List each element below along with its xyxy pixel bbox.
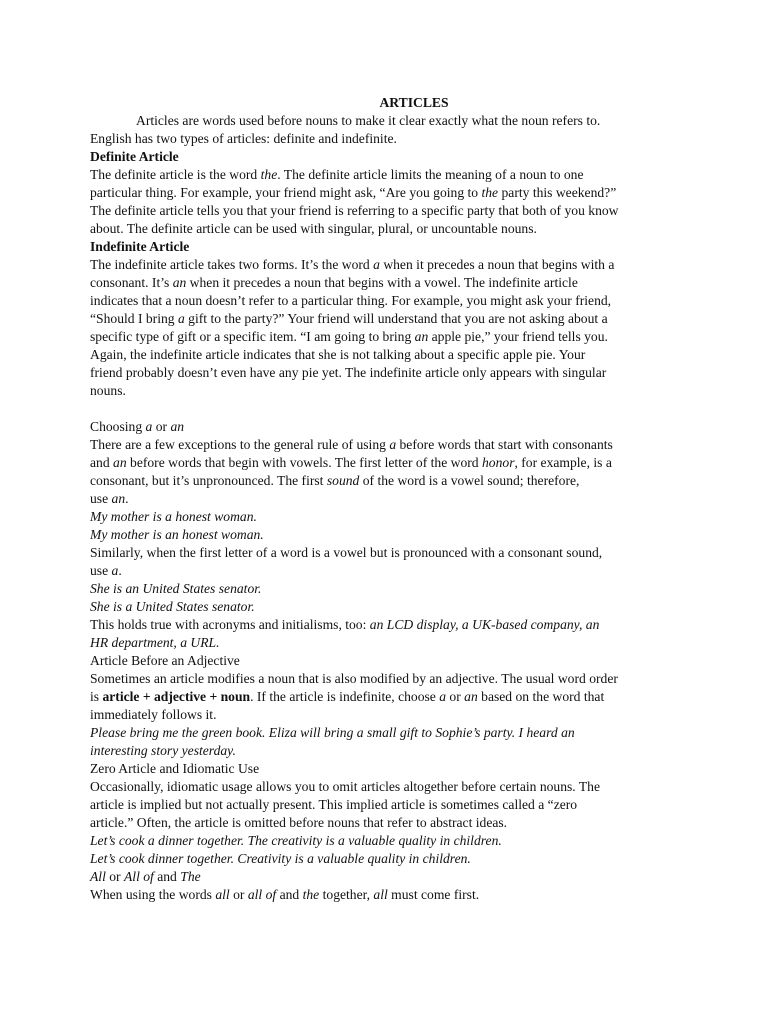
definite-line-1: The definite article is the word the. The definite article limits the meaning of a noun to one (90, 167, 584, 182)
document-title: ARTICLES (379, 95, 449, 110)
definite-line-4: about. The definite article can be used with singular, plural, or uncountable nouns. (90, 221, 537, 236)
choosing-line-5: Similarly, when the first letter of a word is a vowel but is pronounced with a consonant sound, (90, 545, 603, 560)
choosing-example-3: She is an United States senator. (90, 581, 262, 596)
indefinite-line-7: friend probably doesn’t even have any pie yet. The indefinite article only appears with singular (90, 365, 607, 380)
indefinite-line-5: specific type of gift or a specific item. “I am going to bring an apple pie,” your friend tells you. (90, 329, 608, 344)
choosing-example-4: She is a United States senator. (90, 599, 255, 614)
zero-example-2: Let’s cook dinner together. Creativity is a valuable quality in children. (90, 851, 471, 866)
adjective-line-2: is article + adjective + noun. If the article is indefinite, choose a or an based on the word that (90, 689, 605, 704)
adjective-example-1: Please bring me the green book. Eliza will bring a small gift to Sophie’s party. I heard an (90, 725, 575, 740)
choosing-heading: Choosing a or an (90, 419, 185, 434)
blank-line (90, 400, 728, 418)
adjective-line-3: immediately follows it. (90, 707, 217, 722)
definite-line-2: particular thing. For example, your friend might ask, “Are you going to the party this weekend?” (90, 185, 617, 200)
indefinite-line-3: indicates that a noun doesn’t refer to a particular thing. For example, you might ask your friend, (90, 293, 612, 308)
intro-line-2: English has two types of articles: definite and indefinite. (90, 131, 397, 146)
choosing-line-2: and an before words that begin with vowels. The first letter of the word honor, for example, is a (90, 455, 612, 470)
adjective-line-1: Sometimes an article modifies a noun that is also modified by an adjective. The usual word order (90, 671, 618, 686)
all-line-1: When using the words all or all of and the together, all must come first. (90, 887, 480, 902)
adjective-heading: Article Before an Adjective (90, 653, 240, 668)
zero-line-2: article is implied but not actually present. This implied article is sometimes called a “zero (90, 797, 578, 812)
intro-line-1: Articles are words used before nouns to make it clear exactly what the noun refers to. (136, 113, 601, 128)
choosing-line-1: There are a few exceptions to the general rule of using a before words that start with consonants (90, 437, 613, 452)
choosing-line-6: use a. (90, 563, 122, 578)
indefinite-line-8: nouns. (90, 383, 126, 398)
adjective-example-2: interesting story yesterday. (90, 743, 236, 758)
choosing-line-8: HR department, a URL. (90, 635, 220, 650)
definite-line-3: The definite article tells you that your friend is referring to a specific party that both of you know (90, 203, 619, 218)
choosing-example-2: My mother is an honest woman. (90, 527, 264, 542)
indefinite-line-4: “Should I bring a gift to the party?” Your friend will understand that you are not asking about a (90, 311, 608, 326)
choosing-line-4: use an. (90, 491, 129, 506)
zero-example-1: Let’s cook a dinner together. The creativity is a valuable quality in children. (90, 833, 502, 848)
choosing-line-3: consonant, but it’s unpronounced. The first sound of the word is a vowel sound; therefore, (90, 473, 580, 488)
indefinite-heading: Indefinite Article (90, 239, 190, 254)
choosing-line-7: This holds true with acronyms and initialisms, too: an LCD display, a UK-based company, an (90, 617, 600, 632)
zero-heading: Zero Article and Idiomatic Use (90, 761, 260, 776)
indefinite-line-6: Again, the indefinite article indicates that she is not talking about a specific apple pie. Your (90, 347, 586, 362)
choosing-example-1: My mother is a honest woman. (90, 509, 257, 524)
zero-line-3: article.” Often, the article is omitted before nouns that refer to abstract ideas. (90, 815, 508, 830)
indefinite-line-1: The indefinite article takes two forms. It’s the word a when it precedes a noun that begins with a (90, 257, 615, 272)
indefinite-line-2: consonant. It’s an when it precedes a noun that begins with a vowel. The indefinite article (90, 275, 578, 290)
all-heading: All or All of and The (90, 869, 201, 884)
zero-line-1: Occasionally, idiomatic usage allows you to omit articles altogether before certain nouns. The (90, 779, 600, 794)
definite-heading: Definite Article (90, 149, 179, 164)
